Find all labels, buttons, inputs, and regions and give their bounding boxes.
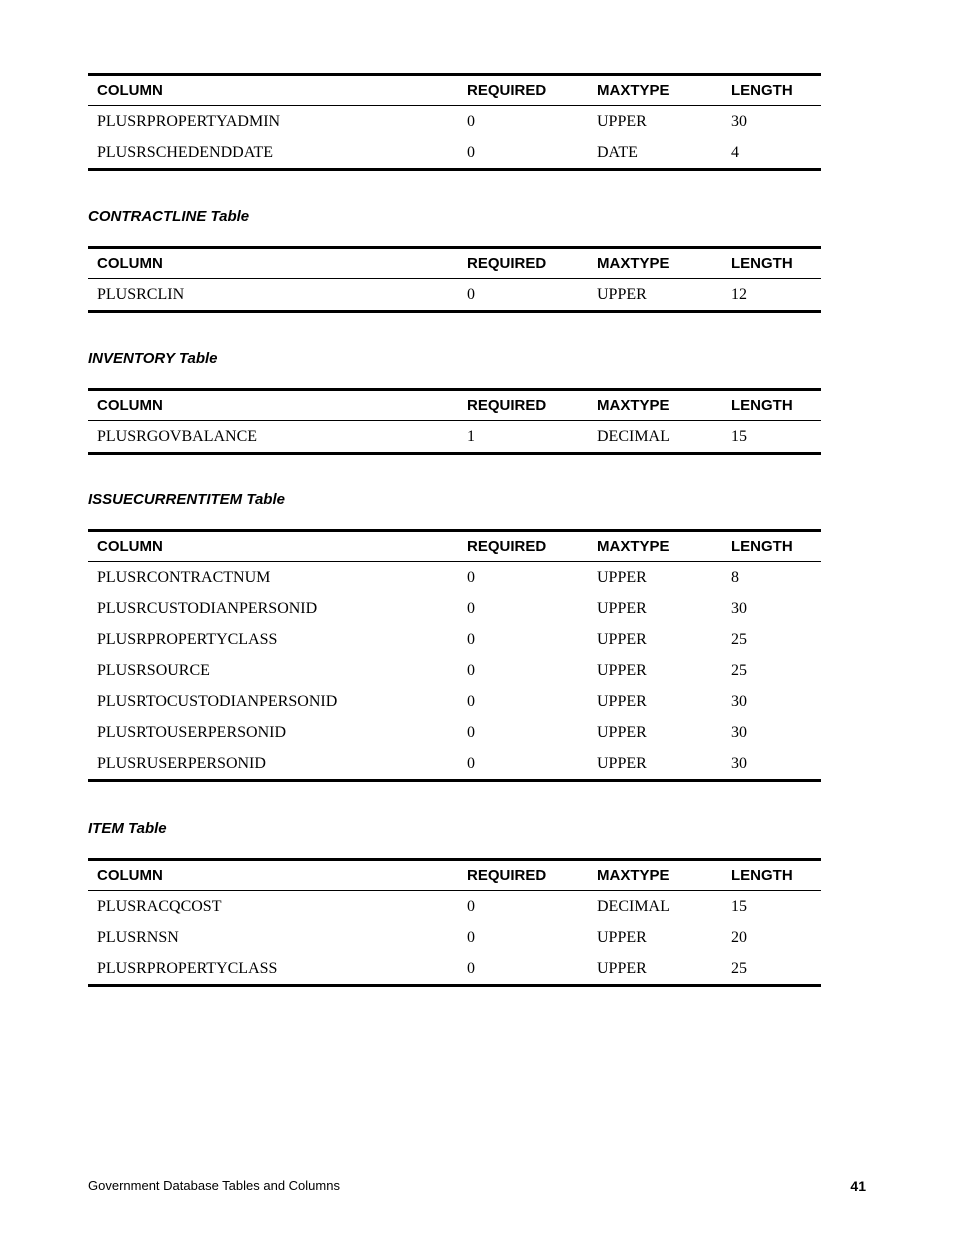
cell-length: 30	[731, 754, 747, 772]
cell-column: PLUSRTOUSERPERSONID	[97, 723, 287, 741]
table-section-item	[88, 820, 821, 987]
cell-column: PLUSRUSERPERSONID	[97, 754, 266, 772]
header-required: REQUIRED	[467, 538, 547, 555]
header-maxtype: MAXTYPE	[597, 255, 670, 272]
table-header-row	[88, 75, 821, 106]
table-row	[88, 655, 821, 686]
cell-column: PLUSRNSN	[97, 928, 179, 946]
cell-column: PLUSRCONTRACTNUM	[97, 568, 271, 586]
header-column: COLUMN	[97, 867, 163, 884]
cell-maxtype: DATE	[597, 143, 638, 161]
table-row	[88, 686, 821, 717]
table-section-contractline	[88, 208, 821, 313]
footer-title: Government Database Tables and Columns	[88, 1178, 340, 1193]
cell-length: 30	[731, 599, 747, 617]
header-length: LENGTH	[731, 82, 793, 99]
cell-required: 0	[467, 112, 475, 130]
cell-maxtype: DECIMAL	[597, 897, 670, 915]
table-row	[88, 717, 821, 748]
cell-column: PLUSRPROPERTYADMIN	[97, 112, 281, 130]
cell-column: PLUSRPROPERTYCLASS	[97, 959, 278, 977]
cell-length: 4	[731, 143, 739, 161]
column-spec-table	[88, 529, 821, 782]
table-row	[88, 279, 821, 312]
column-spec-table	[88, 73, 821, 171]
table-row	[88, 748, 821, 781]
cell-maxtype: UPPER	[597, 959, 647, 977]
header-required: REQUIRED	[467, 397, 547, 414]
cell-required: 0	[467, 143, 475, 161]
cell-column: PLUSRCLIN	[97, 285, 185, 303]
table-row	[88, 106, 821, 138]
cell-required: 0	[467, 897, 475, 915]
header-length: LENGTH	[731, 867, 793, 884]
header-required: REQUIRED	[467, 255, 547, 272]
cell-required: 0	[467, 630, 475, 648]
cell-maxtype: UPPER	[597, 112, 647, 130]
table-row	[88, 137, 821, 170]
cell-required: 0	[467, 285, 475, 303]
cell-required: 0	[467, 723, 475, 741]
header-maxtype: MAXTYPE	[597, 538, 670, 555]
cell-maxtype: UPPER	[597, 568, 647, 586]
header-length: LENGTH	[731, 538, 793, 555]
header-required: REQUIRED	[467, 82, 547, 99]
table-row	[88, 953, 821, 986]
header-required: REQUIRED	[467, 867, 547, 884]
cell-maxtype: DECIMAL	[597, 427, 670, 445]
table-row	[88, 922, 821, 953]
header-maxtype: MAXTYPE	[597, 397, 670, 414]
cell-column: PLUSRTOCUSTODIANPERSONID	[97, 692, 338, 710]
header-column: COLUMN	[97, 82, 163, 99]
cell-required: 0	[467, 754, 475, 772]
cell-length: 30	[731, 112, 747, 130]
cell-length: 12	[731, 285, 747, 303]
cell-maxtype: UPPER	[597, 754, 647, 772]
cell-length: 8	[731, 568, 739, 586]
header-column: COLUMN	[97, 397, 163, 414]
header-length: LENGTH	[731, 255, 793, 272]
header-column: COLUMN	[97, 255, 163, 272]
cell-required: 0	[467, 928, 475, 946]
table-row	[88, 593, 821, 624]
table-row	[88, 624, 821, 655]
cell-column: PLUSRCUSTODIANPERSONID	[97, 599, 318, 617]
cell-maxtype: UPPER	[597, 285, 647, 303]
table-row	[88, 562, 821, 594]
cell-maxtype: UPPER	[597, 661, 647, 679]
cell-length: 25	[731, 661, 747, 679]
table-section-issuecurrentitem	[88, 491, 821, 782]
cell-maxtype: UPPER	[597, 599, 647, 617]
column-spec-table	[88, 246, 821, 313]
cell-required: 1	[467, 427, 475, 445]
cell-length: 30	[731, 723, 747, 741]
cell-maxtype: UPPER	[597, 928, 647, 946]
header-column: COLUMN	[97, 538, 163, 555]
table-section-inventory	[88, 350, 821, 455]
cell-length: 15	[731, 897, 747, 915]
table-header-row	[88, 248, 821, 279]
section-title: INVENTORY Table	[88, 350, 218, 367]
column-spec-table	[88, 858, 821, 987]
table-row	[88, 891, 821, 923]
cell-maxtype: UPPER	[597, 692, 647, 710]
cell-length: 25	[731, 959, 747, 977]
column-spec-table	[88, 388, 821, 455]
cell-maxtype: UPPER	[597, 723, 647, 741]
cell-maxtype: UPPER	[597, 630, 647, 648]
cell-length: 25	[731, 630, 747, 648]
page-number: 41	[850, 1178, 866, 1194]
cell-required: 0	[467, 959, 475, 977]
cell-column: PLUSRGOVBALANCE	[97, 427, 258, 445]
table-header-row	[88, 390, 821, 421]
table-header-row	[88, 531, 821, 562]
header-maxtype: MAXTYPE	[597, 867, 670, 884]
header-length: LENGTH	[731, 397, 793, 414]
cell-column: PLUSRACQCOST	[97, 897, 222, 915]
cell-length: 15	[731, 427, 747, 445]
cell-column: PLUSRSOURCE	[97, 661, 210, 679]
cell-length: 20	[731, 928, 747, 946]
cell-required: 0	[467, 692, 475, 710]
section-title: ITEM Table	[88, 820, 167, 837]
table-section-continued	[88, 73, 821, 171]
table-header-row	[88, 860, 821, 891]
section-title: CONTRACTLINE Table	[88, 208, 250, 225]
cell-required: 0	[467, 568, 475, 586]
section-title: ISSUECURRENTITEM Table	[88, 491, 285, 508]
cell-column: PLUSRSCHEDENDDATE	[97, 143, 274, 161]
table-row	[88, 421, 821, 454]
cell-column: PLUSRPROPERTYCLASS	[97, 630, 278, 648]
cell-required: 0	[467, 661, 475, 679]
cell-length: 30	[731, 692, 747, 710]
cell-required: 0	[467, 599, 475, 617]
header-maxtype: MAXTYPE	[597, 82, 670, 99]
